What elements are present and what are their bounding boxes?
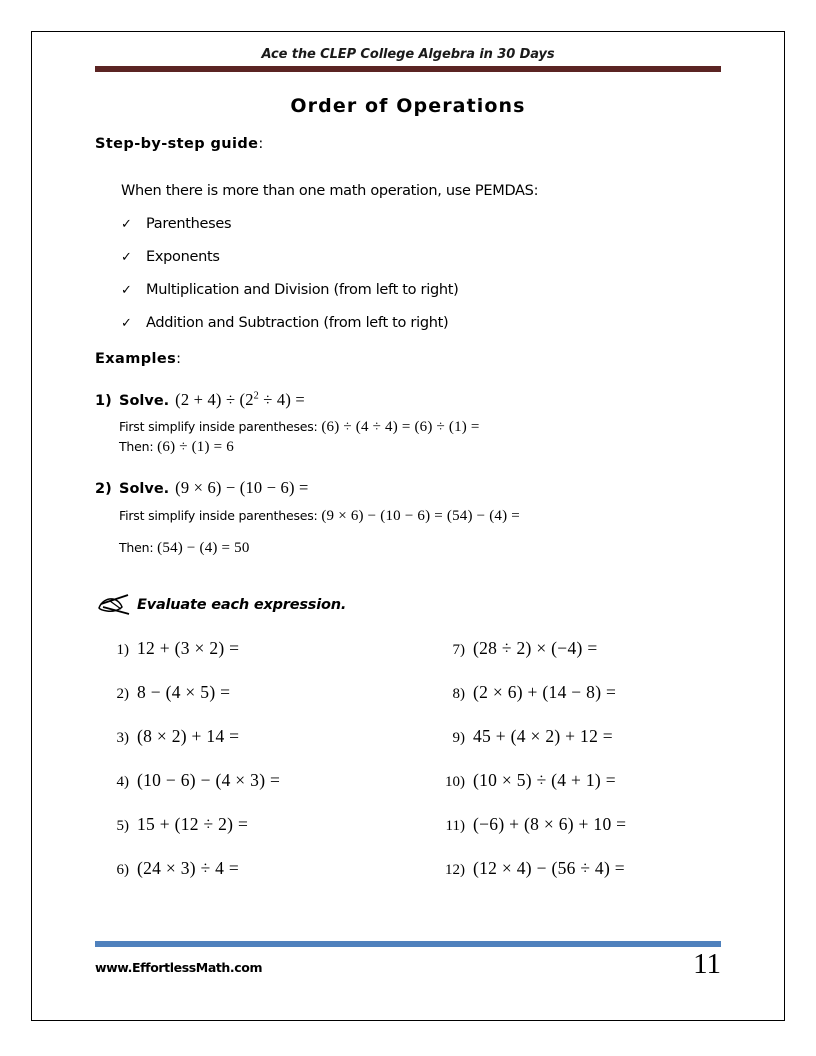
example-2-step-2 bbox=[119, 540, 715, 557]
exercise-number: 1) bbox=[116, 642, 129, 658]
page-title: Order of Operations bbox=[290, 95, 526, 117]
exercise-column-left bbox=[95, 638, 425, 902]
example-2-step-1 bbox=[119, 508, 715, 525]
exercise-item bbox=[431, 726, 731, 770]
exercise-item bbox=[95, 770, 425, 814]
step-by-step-guide-heading bbox=[95, 136, 264, 152]
example-1 bbox=[95, 390, 715, 456]
step-label: First simplify inside parentheses: bbox=[119, 508, 318, 523]
list-item bbox=[121, 282, 681, 315]
list-item bbox=[121, 249, 681, 282]
practice-directive bbox=[97, 592, 346, 618]
exercise-expression: (2 × 6) + (14 − 8) = bbox=[473, 682, 617, 702]
list-item bbox=[121, 216, 681, 249]
footer-website[interactable]: www.EffortlessMath.com bbox=[95, 960, 263, 975]
example-1-expression bbox=[175, 390, 305, 410]
exercise-number: 3) bbox=[116, 730, 129, 746]
quill-pen-icon bbox=[97, 592, 131, 618]
list-item-label: Parentheses bbox=[146, 216, 232, 232]
exercise-number: 9) bbox=[452, 730, 465, 746]
exercise-item bbox=[95, 858, 425, 902]
exercise-number: 6) bbox=[116, 862, 129, 878]
header-rule bbox=[95, 66, 721, 72]
footer-rule bbox=[95, 941, 721, 947]
exercise-expression: (28 ÷ 2) × (−4) = bbox=[473, 638, 598, 658]
exercise-expression: (−6) + (8 × 6) + 10 = bbox=[473, 814, 627, 834]
exercise-expression: (12 × 4) − (56 ÷ 4) = bbox=[473, 858, 625, 878]
checkmark-icon: ✓ bbox=[121, 217, 132, 232]
step-math: (6) ÷ (4 ÷ 4) = (6) ÷ (1) = bbox=[321, 419, 480, 435]
example-1-step-1 bbox=[119, 419, 715, 436]
step-math: (54) − (4) = 50 bbox=[157, 540, 250, 556]
list-item-label: Multiplication and Division (from left to right) bbox=[146, 282, 459, 298]
example-1-label: Solve. bbox=[119, 393, 170, 409]
exercise-number: 4) bbox=[116, 774, 129, 790]
exercise-item bbox=[431, 770, 731, 814]
examples-heading-colon: : bbox=[176, 351, 182, 367]
example-1-statement bbox=[95, 390, 715, 410]
exercise-item bbox=[95, 638, 425, 682]
exercise-expression: 15 + (12 ÷ 2) = bbox=[137, 814, 249, 834]
exercise-item bbox=[95, 814, 425, 858]
list-item-label: Addition and Subtraction (from left to right) bbox=[146, 315, 449, 331]
page-number: 11 bbox=[693, 948, 721, 980]
expression-post: ÷ 4) = bbox=[258, 390, 305, 409]
example-2-expression: (9 × 6) − (10 − 6) = bbox=[175, 478, 309, 497]
guide-lead-text: When there is more than one math operation, use PEMDAS: bbox=[121, 183, 539, 199]
exercise-expression: (10 − 6) − (4 × 3) = bbox=[137, 770, 281, 790]
exercise-number: 5) bbox=[116, 818, 129, 834]
step-label: First simplify inside parentheses: bbox=[119, 419, 318, 434]
example-2-number: 2) bbox=[95, 481, 112, 497]
exercise-expression: (8 × 2) + 14 = bbox=[137, 726, 240, 746]
exercise-item bbox=[431, 638, 731, 682]
exercise-number: 11) bbox=[445, 818, 465, 834]
exercise-item bbox=[431, 682, 731, 726]
running-header bbox=[95, 47, 721, 72]
exercise-item bbox=[95, 726, 425, 770]
checkmark-icon: ✓ bbox=[121, 316, 132, 331]
guide-heading-text: Step-by-step guide bbox=[95, 136, 259, 152]
checkmark-icon: ✓ bbox=[121, 283, 132, 298]
guide-heading-colon: : bbox=[258, 136, 264, 152]
example-2 bbox=[95, 478, 715, 557]
example-1-step-2 bbox=[119, 439, 715, 456]
pemdas-bullet-list bbox=[121, 216, 681, 348]
exercise-column-right bbox=[431, 638, 731, 902]
exercise-number: 2) bbox=[116, 686, 129, 702]
step-math: (6) ÷ (1) = 6 bbox=[157, 439, 234, 455]
exercise-item bbox=[431, 858, 731, 902]
exercise-item bbox=[95, 682, 425, 726]
example-2-statement bbox=[95, 478, 715, 498]
step-label: Then: bbox=[119, 540, 154, 555]
list-item-label: Exponents bbox=[146, 249, 220, 265]
exercise-number: 10) bbox=[445, 774, 465, 790]
step-label: Then: bbox=[119, 439, 154, 454]
checkmark-icon: ✓ bbox=[121, 250, 132, 265]
exercise-number: 12) bbox=[445, 862, 465, 878]
list-item bbox=[121, 315, 681, 348]
exercise-expression: (24 × 3) ÷ 4 = bbox=[137, 858, 240, 878]
practice-directive-text: Evaluate each expression. bbox=[137, 597, 347, 613]
examples-heading bbox=[95, 351, 181, 367]
examples-heading-text: Examples bbox=[95, 351, 177, 367]
step-math: (9 × 6) − (10 − 6) = (54) − (4) = bbox=[321, 508, 520, 524]
running-header-title: Ace the CLEP College Algebra in 30 Days bbox=[261, 47, 555, 62]
exercise-expression: 12 + (3 × 2) = bbox=[137, 638, 240, 658]
example-2-label: Solve. bbox=[119, 481, 170, 497]
exercise-expression: (10 × 5) ÷ (4 + 1) = bbox=[473, 770, 616, 790]
exercise-expression: 8 − (4 × 5) = bbox=[137, 682, 231, 702]
exercise-number: 7) bbox=[452, 642, 465, 658]
example-1-number: 1) bbox=[95, 393, 112, 409]
example-1-solution bbox=[119, 419, 715, 456]
expression-pre: (2 + 4) ÷ (2 bbox=[175, 390, 254, 409]
exercise-number: 8) bbox=[452, 686, 465, 702]
example-2-solution bbox=[119, 508, 715, 557]
expression-superscript: 2 bbox=[253, 390, 259, 402]
exercise-expression: 45 + (4 × 2) + 12 = bbox=[473, 726, 613, 746]
exercise-item bbox=[431, 814, 731, 858]
